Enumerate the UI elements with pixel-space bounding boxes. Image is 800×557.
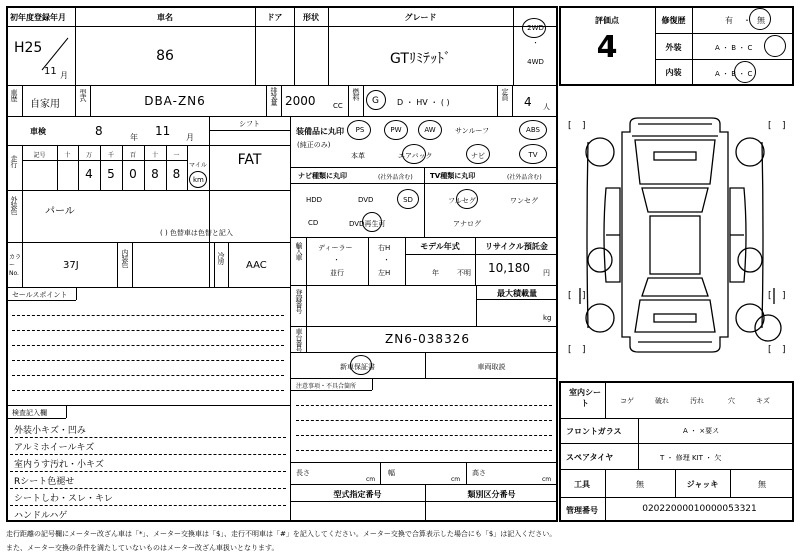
navi-dvd-play: DVD再生可	[349, 220, 386, 228]
fuel-g: G	[372, 96, 379, 106]
navi-title: ナビ種類に丸印	[298, 172, 347, 180]
model-label: 型式	[79, 89, 87, 101]
seat-opt-0: コゲ	[620, 397, 634, 405]
manual-label: 車両取説	[477, 363, 506, 371]
import-parallel: 並行	[330, 269, 344, 277]
height-cm: cm	[542, 476, 552, 483]
navi-sd-circle	[397, 189, 419, 209]
windshield-options: A ・ ×要ス	[683, 427, 720, 435]
navi-sub: (社外品含む)	[378, 174, 413, 181]
reg-era: H25	[14, 40, 43, 56]
equip-ps: PS	[355, 126, 365, 134]
svg-text:[: [	[568, 345, 572, 355]
inspector-label: 検査記入欄	[12, 409, 47, 417]
chassis-label: 車台番号	[295, 328, 303, 352]
import-lhd: 左H	[378, 269, 391, 277]
car-diagram	[560, 92, 794, 378]
mileage-label: 走行	[10, 155, 18, 167]
mileage-digit-4: 8	[151, 167, 159, 181]
sales-point-label: セールスポイント	[12, 291, 68, 299]
jack-label: ジャッキ	[686, 480, 719, 489]
recycle-label: リサイクル預託金	[485, 242, 548, 251]
max-load-label: 最大積載量	[497, 289, 537, 298]
color-no-label: カラーNo.	[9, 254, 22, 277]
drive-2wd: 2WD	[527, 24, 544, 32]
mileage-hdr-4: 百	[129, 152, 136, 159]
seat-opt-4: キズ	[756, 397, 770, 405]
inspector-line-5: ハンドルハゲ	[14, 511, 68, 521]
equip-tv: TV	[528, 151, 538, 159]
svg-text:[: [	[768, 121, 772, 131]
svg-text:[: [	[768, 345, 772, 355]
width-label: 幅	[388, 469, 395, 477]
caution-label: 注意事項・不具合箇所	[296, 383, 357, 390]
equip-aw: AW	[424, 126, 436, 134]
equip-abs-circle	[519, 120, 547, 140]
shift-label: シフト	[239, 120, 260, 128]
km-label: km	[193, 176, 204, 184]
equip-abs: ABS	[526, 126, 540, 134]
color-note: ( ) 色替車は色替と記入	[160, 229, 233, 237]
repair-no-circle	[749, 8, 771, 30]
inspector-line-3: Rシート色褪せ	[14, 477, 75, 487]
vehicle-use-label: 車歴	[10, 89, 18, 101]
tv-analog: アナログ	[453, 220, 481, 228]
inspection-month: 11	[155, 124, 171, 138]
km-circle	[189, 171, 207, 188]
equip-navi-circle	[466, 144, 490, 164]
first-reg-label: 初年度登録年月	[10, 13, 66, 22]
height-label: 高さ	[472, 469, 486, 477]
equip-pw-circle	[384, 120, 408, 140]
inspection-year: 8	[95, 124, 103, 138]
displacement: 2000	[285, 94, 316, 108]
tools-value: 無	[636, 480, 644, 489]
drive-2wd-circle	[522, 18, 546, 38]
mileage-hdr-0: 記号	[33, 152, 46, 159]
svg-text:]: ]	[582, 345, 586, 355]
mileage-digit-3: 0	[129, 167, 137, 181]
svg-text:[: [	[568, 291, 572, 301]
import-dealer: ディーラー	[318, 244, 353, 252]
score-label: 評価点	[595, 16, 619, 25]
fuel-label: 燃料	[352, 88, 360, 100]
svg-text:]: ]	[582, 291, 586, 301]
spare-label: スペアタイヤ	[566, 453, 614, 462]
vehicle-use: 自家用	[30, 99, 60, 110]
equipment-title: 装備品に丸印	[296, 127, 344, 136]
max-load-kg: kg	[543, 314, 552, 322]
mileage-hdr-1: 十	[64, 152, 71, 159]
equip-airbag-circle	[402, 144, 426, 164]
reg-month-unit: 月	[60, 71, 68, 80]
type-no-label: 型式指定番号	[333, 490, 382, 499]
tv-oneseg: ワンセグ	[510, 197, 538, 205]
mileage-digit-2: 5	[107, 167, 115, 181]
mgmt-value: 02022000010000053321	[642, 504, 757, 514]
navi-dvd-play-circle	[362, 212, 382, 232]
import-dot: ・	[333, 256, 340, 264]
navi-dvd: DVD	[358, 196, 374, 204]
ac-value: AAC	[246, 260, 267, 271]
equip-aw-circle	[418, 120, 442, 140]
repair-sep: ・	[743, 16, 751, 25]
warranty-label: 新車保証書	[340, 363, 375, 371]
color-value: パール	[45, 206, 75, 217]
model-year-unit: 年	[432, 269, 439, 277]
repair-yes: 有	[725, 16, 733, 25]
length-label: 長さ	[296, 469, 310, 477]
inspector-line-2: 室内うす汚れ・小キズ	[14, 460, 104, 470]
equip-navi: ナビ	[471, 152, 485, 160]
tools-label: 工具	[574, 480, 590, 489]
equip-sunroof: サンルーフ	[455, 127, 490, 135]
seat-label: 室内シート	[569, 388, 601, 408]
grade-label: グレード	[404, 13, 437, 22]
inspector-line-4: シートしわ・スレ・キレ	[14, 494, 113, 504]
mgmt-label: 管理番号	[566, 506, 598, 515]
shift: FAT	[237, 152, 262, 168]
tv-fullseg-circle	[456, 189, 478, 209]
import-rhd: 右H	[378, 244, 391, 252]
interior-b-circle	[734, 61, 756, 83]
mileage-digit-5: 8	[172, 167, 181, 181]
model: DBA-ZN6	[144, 94, 206, 108]
equip-tv-circle	[519, 144, 547, 164]
mileage-hdr-5: 十	[151, 152, 158, 159]
jack-value: 無	[758, 480, 766, 489]
ac-label: 冷房	[217, 252, 225, 264]
color-label: 外装色	[10, 196, 18, 214]
mileage-hdr-6: 一	[173, 152, 180, 159]
model-year-unknown: 不明	[457, 269, 471, 277]
cc-unit: CC	[333, 102, 343, 110]
mile-label: マイル	[189, 162, 207, 169]
seat-opt-3: 穴	[728, 397, 735, 405]
repair-label: 修復歴	[661, 16, 686, 25]
inspection-label: 車検	[30, 127, 46, 136]
registration-label: 登録番号	[295, 289, 303, 313]
recycle-value: 10,180	[488, 261, 530, 275]
svg-text:]: ]	[782, 345, 786, 355]
model-year-label: モデル年式	[420, 242, 460, 251]
svg-text:]: ]	[782, 121, 786, 131]
seat-opt-1: 破れ	[655, 397, 669, 405]
navi-cd: CD	[308, 219, 319, 227]
navi-sd: SD	[403, 196, 413, 204]
inspector-line-1: アルミホイールキズ	[14, 443, 95, 453]
mileage-digit-1: 4	[85, 167, 93, 181]
capacity-label: 定員	[501, 88, 509, 100]
interior-label: 内装	[665, 68, 682, 77]
fuel-options: D ・ HV ・ ( )	[397, 98, 450, 107]
svg-text:[: [	[768, 291, 772, 301]
capacity-unit: 人	[543, 103, 550, 111]
warranty-circle	[350, 355, 372, 375]
equip-airbag: エアバック	[398, 152, 433, 160]
inspection-year-unit: 年	[130, 133, 138, 142]
seat-opt-2: 汚れ	[690, 397, 704, 405]
door-label: ドア	[266, 13, 283, 22]
inspection-month-unit: 月	[186, 133, 194, 142]
exterior-grade: A ・ B ・ C	[715, 44, 753, 52]
spare-options: T ・ 修理 KIT ・ 欠	[660, 454, 722, 462]
grade: GTﾘﾐﾃｯﾄﾞ	[390, 51, 451, 67]
length-cm: cm	[366, 476, 376, 483]
class-no-label: 類別区分番号	[467, 490, 516, 499]
recycle-yen: 円	[543, 269, 550, 277]
mileage-hdr-2: 万	[85, 152, 92, 159]
tv-title: TV種類に丸印	[430, 172, 476, 180]
navi-hdd: HDD	[306, 196, 323, 204]
shape-label: 形状	[303, 13, 319, 22]
mileage-hdr-3: 千	[107, 152, 114, 159]
capacity: 4	[524, 95, 532, 109]
footer-line-2: また、メーター交換の条件を満たしていないものはメーター改ざん車扱いとなります。	[6, 544, 279, 552]
score-value: 4	[596, 30, 618, 65]
windshield-label: フロントガラス	[566, 427, 622, 436]
svg-text:]: ]	[782, 291, 786, 301]
svg-text:[: [	[568, 121, 572, 131]
car-name-label: 車名	[157, 13, 173, 22]
import-dot-2: ・	[383, 256, 390, 264]
interior-grade: A ・ B ・ C	[715, 70, 753, 78]
equip-pw: PW	[390, 126, 402, 134]
color-no: 37J	[63, 260, 79, 271]
tv-sub: (社外品含む)	[507, 174, 542, 181]
svg-text:]: ]	[582, 121, 586, 131]
import-label: 輸入車	[295, 242, 303, 260]
exterior-c-circle	[764, 35, 786, 57]
interior-color-label: 内装色	[121, 249, 129, 267]
equip-leather: 本革	[351, 152, 365, 160]
reg-month: 11	[44, 66, 57, 77]
car-name: 86	[156, 48, 174, 64]
tv-fullseg: フルセグ	[448, 197, 476, 205]
repair-no: 無	[757, 16, 765, 25]
chassis-value: ZN6-038326	[385, 332, 470, 346]
inspector-line-0: 外装小キズ・凹み	[14, 426, 86, 436]
fuel-g-circle	[366, 90, 386, 110]
drive-4wd: 4WD	[527, 58, 544, 66]
exterior-label: 外装	[665, 43, 682, 52]
footer-line-1: 走行距離の記号欄にメーター改ざん車は「*」、メーター交換車は「$」、走行不明車は「#」を記入してください。メーター交換で合算表示した場合にも「$」は記入ください。	[6, 530, 557, 538]
equipment-subtitle: (純正のみ)	[297, 141, 331, 149]
displacement-label: 排気量	[270, 87, 278, 105]
width-cm: cm	[451, 476, 461, 483]
equip-ps-circle	[347, 120, 371, 140]
drive-dot: ・	[532, 39, 539, 47]
